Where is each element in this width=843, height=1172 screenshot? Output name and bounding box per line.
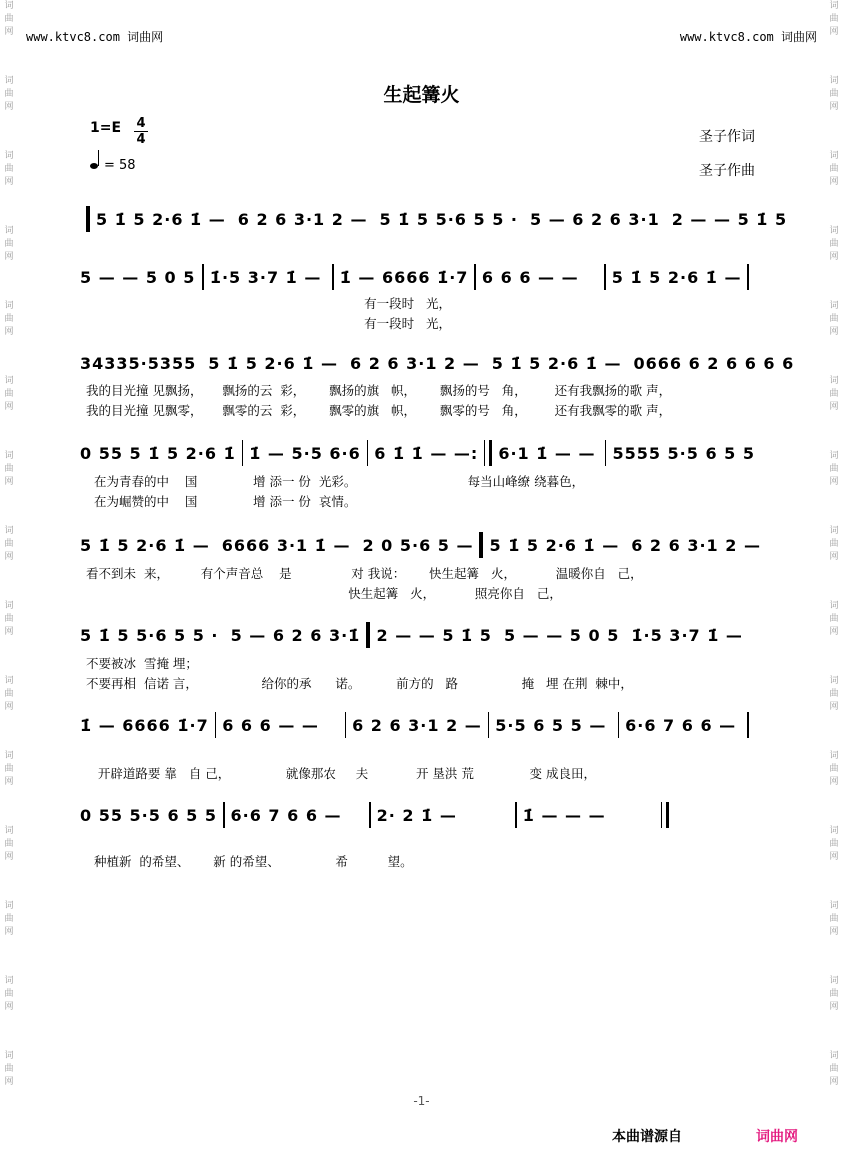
measure: 6 1̇ 1̇ — —:	[374, 443, 479, 463]
final-barline	[661, 802, 669, 828]
measure: 5 — 6 2 6 3·1̇	[230, 625, 361, 645]
measure: 5 1̇ 5 2·6 1̇ —	[611, 267, 742, 287]
measure: 6·6 7 6 6 —	[230, 805, 342, 825]
measure: 2· 2 1̇ —	[376, 805, 457, 825]
barline	[345, 712, 347, 738]
measure: 2 — — 5 1̇ 5	[671, 209, 788, 229]
lyric-line: 有一段时 光，	[86, 296, 452, 311]
measure: 6 2 6 3·1 2 —	[350, 353, 480, 373]
measure: 5555 5·5 6 5 5	[612, 443, 755, 463]
barline	[332, 264, 334, 290]
lyric-line: 快生起篝 火， 照亮你自 己，	[86, 586, 562, 601]
time-top: 4	[136, 116, 146, 131]
measure: 2 — — 5 1̇ 5	[376, 625, 492, 645]
measure: 6 2 6 3·1 2 —	[237, 209, 368, 229]
measure: 0 55 5·5 6 5 5	[80, 805, 217, 825]
measure: 5 1̇ 5 2·6 1̇ —	[208, 353, 339, 373]
measure: 1̇ — 6666 1̇·7	[339, 267, 469, 287]
header-url-left[interactable]: www.ktvc8.com 词曲网	[26, 30, 164, 44]
barline	[223, 802, 225, 828]
score-system-1	[80, 206, 788, 232]
brand-link[interactable]: 词曲网	[756, 1129, 798, 1145]
measure: 1̇·5 3·7 1̇ —	[631, 625, 743, 645]
barline	[604, 264, 606, 290]
time-signature	[134, 116, 148, 147]
measure: 34335·5355	[80, 353, 197, 373]
repeat-end-barline	[484, 440, 492, 466]
barline	[515, 802, 517, 828]
measure: 5 — — 5 0 5	[80, 267, 196, 287]
lyric-line: 我的目光撞 见飘零， 飘零的云 彩， 飘零的旗 帜， 飘零的号 角， 还有我飘零的歌 声，	[86, 403, 672, 418]
measure: 6 2 6 3·1 2 —	[631, 535, 761, 555]
source-label: 本曲谱源自	[612, 1129, 682, 1145]
measure: 6 6 6 — —	[222, 715, 319, 735]
lyricist-credit: 圣子作词	[699, 129, 755, 145]
key-signature: 1=E	[90, 120, 122, 136]
measure: 1̇ — 5·5 6·6	[249, 443, 361, 463]
barline	[618, 712, 620, 738]
barline	[488, 712, 490, 738]
measure: 6·6 7 6 6 —	[625, 715, 737, 735]
barline	[367, 440, 369, 466]
watermark-left: 词 曲 网 词 曲 网 词 曲 网 词 曲 网 词 曲 网 词 曲 网 词 曲 网 词 曲 网 词 曲 网 词 曲 网 词 曲 网 词 曲 网 词 曲 网 词 曲 网 词 曲 网	[4, 1, 14, 1087]
measure: 5 — 6 2 6 3·1	[529, 209, 660, 229]
song-title: 生起篝火	[383, 84, 460, 106]
measure: 6 6 6 — —	[481, 267, 579, 287]
barline	[242, 440, 244, 466]
lyric-line: 开辟道路要 靠 自 己， 就像那农 夫 开 垦洪 荒 变 成良田，	[86, 766, 597, 781]
measure: 1̇ — — —	[522, 805, 606, 825]
score-system-4	[80, 440, 755, 466]
measure: 5 1̇ 5 5·6 5 5 ·	[379, 209, 518, 229]
score-system-3	[80, 350, 795, 376]
time-bottom: 4	[134, 131, 148, 147]
measure: 0666 6 2 6 6 6 6	[633, 353, 795, 373]
lyric-line: 看不到未 来， 有个声音总 是 对 我说： 快生起篝 火， 温暖你自 己，	[86, 566, 643, 581]
header-url-right[interactable]: www.ktvc8.com 词曲网	[679, 30, 817, 44]
measure: 2 0 5·6 5 —	[362, 535, 474, 555]
tempo-marking	[90, 158, 136, 173]
barline	[747, 264, 749, 290]
score-system-6	[80, 622, 755, 648]
lyric-line: 种植新 的希望、 新 的希望、 希 望。	[86, 854, 413, 869]
measure: 5 — — 5 0 5	[503, 625, 620, 645]
score-system-8	[80, 802, 755, 828]
measure: 5 1̇ 5 2·6 1̇ —	[489, 535, 620, 555]
measure: 1̇·5 3·7 1̇ —	[209, 267, 322, 287]
measure: 5 1̇ 5 2·6 1̇ —	[80, 535, 210, 555]
measure: 5 1̇ 5 5·6 5 5 ·	[80, 625, 219, 645]
lyric-line: 有一段时 光，	[86, 316, 452, 331]
composer-credit: 圣子作曲	[699, 163, 755, 179]
lyric-line: 我的目光撞 见飘扬， 飘扬的云 彩， 飘扬的旗 帜， 飘扬的号 角， 还有我飘扬的歌 声，	[86, 383, 672, 398]
barline	[202, 264, 204, 290]
barline	[474, 264, 476, 290]
barline	[605, 440, 607, 466]
measure: 5 1̇ 5 2·6 1̇ —	[96, 209, 226, 229]
lyric-line: 不要再相 信诺 言， 给你的承 诺。 前方的 路 掩 埋 在荆 棘中，	[86, 676, 633, 691]
measure: 0 55 5 1̇ 5 2·6 1̇	[80, 443, 236, 463]
page-number: -1-	[413, 1094, 430, 1108]
lyric-line: 不要被冰 雪掩 埋；	[86, 656, 198, 671]
barline	[747, 712, 749, 738]
measure: 5 1̇ 5 2·6 1̇ —	[491, 353, 622, 373]
measure: 1̇ — 6666 1̇·7	[80, 715, 209, 735]
score-system-2	[80, 264, 755, 290]
repeat-end-barline	[366, 622, 370, 648]
barline	[369, 802, 371, 828]
repeat-start-barline	[479, 532, 483, 558]
watermark-right: 词 曲 网 词 曲 网 词 曲 网 词 曲 网 词 曲 网 词 曲 网 词 曲 网 词 曲 网 词 曲 网 词 曲 网 词 曲 网 词 曲 网 词 曲 网 词 曲 网 词 曲 网	[829, 1, 839, 1087]
measure: 6 2 6 3·1 2 —	[352, 715, 482, 735]
score-system-5	[80, 532, 761, 558]
lyric-line: 在为崛赞的中 国 增 添一 份 哀情。	[86, 494, 357, 509]
score-system-7	[80, 712, 755, 738]
lyric-line: 在为青春的中 国 增 添一 份 光彩。 每当山峰缭 绕暮色，	[86, 474, 585, 489]
measure: 5·5 6 5 5 —	[495, 715, 607, 735]
barline	[215, 712, 217, 738]
tempo-value: = 58	[104, 158, 136, 173]
measure: 6666 3·1 1̇ —	[221, 535, 351, 555]
repeat-start-barline	[86, 206, 90, 232]
measure: 6·1 1̇ — —	[498, 443, 596, 463]
quarter-note-icon	[90, 163, 98, 169]
